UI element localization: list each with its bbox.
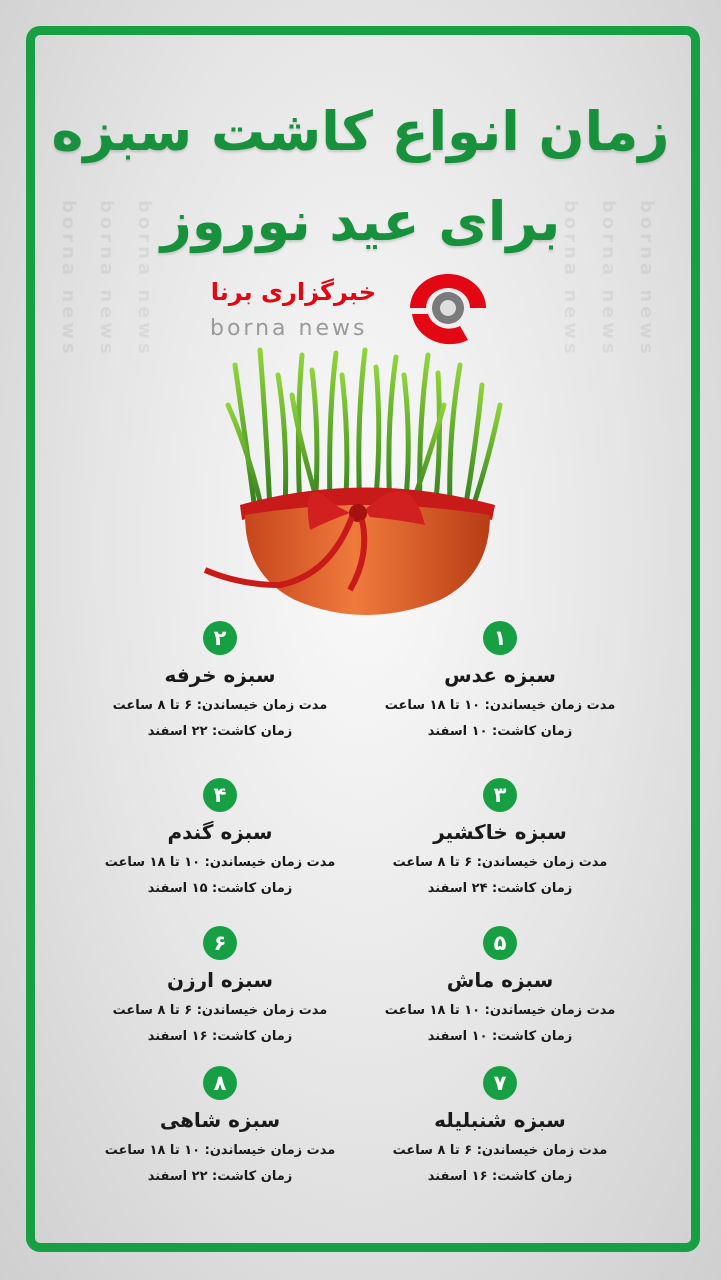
page-title-line-2: برای عید نوروز	[160, 190, 561, 253]
planting-time: زمان کاشت: ۱۰ اسفند	[427, 724, 573, 739]
watermark-text: borna news	[134, 200, 155, 358]
soak-duration: مدت زمان خیساندن: ۶ تا ۸ ساعت	[112, 1003, 328, 1018]
planting-time: زمان کاشت: ۱۰ اسفند	[427, 1029, 573, 1044]
item-name: سبزه ارزن	[167, 968, 273, 992]
item-number-badge: ۷	[483, 1066, 517, 1100]
sabzeh-bowl-illustration	[200, 345, 530, 615]
item-number-badge: ۱	[483, 621, 517, 655]
brand-name-fa: خبرگزاری برنا	[210, 278, 376, 306]
item-name: سبزه شاهی	[159, 1108, 281, 1132]
item-card-1	[380, 621, 620, 739]
item-number-badge: ۵	[483, 926, 517, 960]
watermark-text: borna news	[636, 200, 657, 358]
item-number-badge: ۳	[483, 778, 517, 812]
item-card-5	[380, 926, 620, 1044]
brand-name-en: borna news	[210, 316, 368, 341]
soak-duration: مدت زمان خیساندن: ۶ تا ۸ ساعت	[392, 1143, 608, 1158]
watermark-text: borna news	[58, 200, 79, 358]
watermark-text: borna news	[560, 200, 581, 358]
soak-duration: مدت زمان خیساندن: ۶ تا ۸ ساعت	[392, 855, 608, 870]
item-name: سبزه گندم	[167, 820, 273, 844]
item-number-badge: ۲	[203, 621, 237, 655]
item-number-badge: ۴	[203, 778, 237, 812]
item-name: سبزه خاکشیر	[433, 820, 567, 844]
borna-logo-icon	[398, 268, 498, 348]
item-card-4	[100, 778, 340, 896]
page-title-line-1: زمان انواع کاشت سبزه	[51, 100, 670, 163]
item-name: سبزه عدس	[444, 663, 556, 687]
item-name: سبزه ماش	[446, 968, 554, 992]
item-name: سبزه شنبلیله	[434, 1108, 566, 1132]
item-card-2	[100, 621, 340, 739]
item-card-6	[100, 926, 340, 1044]
item-name: سبزه خرفه	[164, 663, 276, 687]
planting-time: زمان کاشت: ۱۶ اسفند	[427, 1169, 573, 1184]
item-card-3	[380, 778, 620, 896]
planting-time: زمان کاشت: ۲۴ اسفند	[427, 881, 573, 896]
item-number-badge: ۸	[203, 1066, 237, 1100]
watermark-text: borna news	[96, 200, 117, 358]
soak-duration: مدت زمان خیساندن: ۱۰ تا ۱۸ ساعت	[384, 1003, 616, 1018]
item-card-8	[100, 1066, 340, 1184]
soak-duration: مدت زمان خیساندن: ۱۰ تا ۱۸ ساعت	[104, 855, 336, 870]
planting-time: زمان کاشت: ۱۵ اسفند	[147, 881, 293, 896]
item-card-7	[380, 1066, 620, 1184]
soak-duration: مدت زمان خیساندن: ۶ تا ۸ ساعت	[112, 698, 328, 713]
watermark-text: borna news	[598, 200, 619, 358]
soak-duration: مدت زمان خیساندن: ۱۰ تا ۱۸ ساعت	[384, 698, 616, 713]
planting-time: زمان کاشت: ۲۲ اسفند	[147, 1169, 293, 1184]
planting-time: زمان کاشت: ۱۶ اسفند	[147, 1029, 293, 1044]
soak-duration: مدت زمان خیساندن: ۱۰ تا ۱۸ ساعت	[104, 1143, 336, 1158]
item-number-badge: ۶	[203, 926, 237, 960]
planting-time: زمان کاشت: ۲۲ اسفند	[147, 724, 293, 739]
